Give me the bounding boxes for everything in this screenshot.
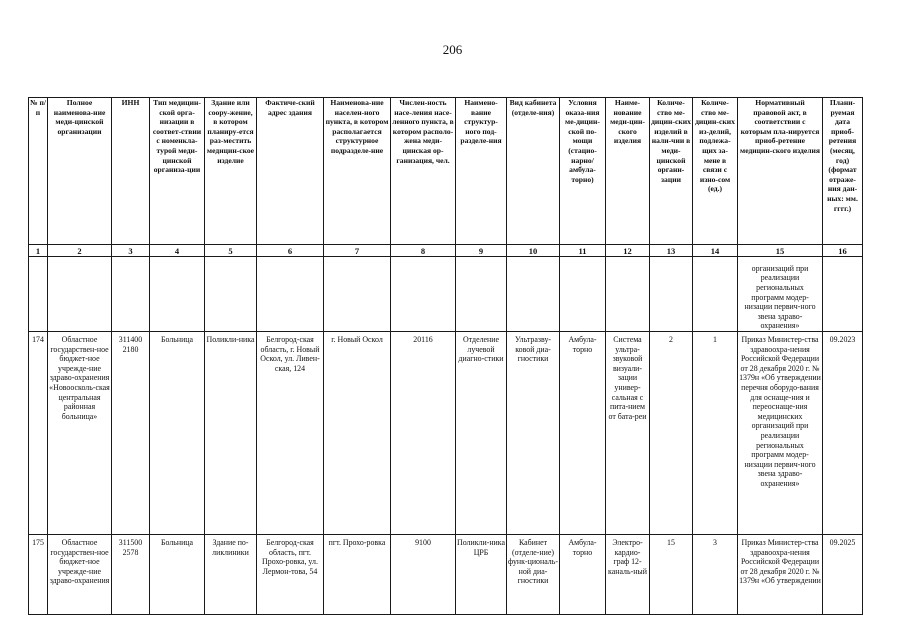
row-number-cell: 174 [29, 332, 48, 535]
unit-cell: Поликли-ника ЦРБ [456, 535, 507, 615]
column-number: 5 [205, 245, 257, 257]
column-number: 1 [29, 245, 48, 257]
column-number: 11 [560, 245, 606, 257]
column-number: 16 [823, 245, 863, 257]
column-number: 6 [257, 245, 324, 257]
row-number-cell: 175 [29, 535, 48, 615]
care-conditions-cell: Амбула-торно [560, 535, 606, 615]
col-header: Условия оказа-ния ме-дицин-ской по-мощи (стацио-нарно/ амбула-торно) [560, 98, 606, 245]
inn-cell: 311400 2180 [112, 332, 150, 535]
column-number: 3 [112, 245, 150, 257]
organization-cell: Областное государствен-ное бюджет-ное учрежде-ние здраво-охранения [48, 535, 112, 615]
population-cell: 20116 [391, 332, 456, 535]
col-header: Числен-ность насе-ления насе-ленного пункта, в котором располо-жена меди-цинская ор-ганизация, чел. [391, 98, 456, 245]
care-conditions-cell: Амбула-торно [560, 332, 606, 535]
regulatory-act-cell: Приказ Министер-ства здравоохра-нения Российской Федерации от 28 декабря 2020 г. № 1379н «Об утверждении перечня оборудо-вания для оснаще-ния и переоснаще-ния медицинских организаций при реализации региональных программ модер-низации первич-ного звена здраво-охранения» [738, 332, 823, 535]
replace-count-cell: 1 [693, 332, 738, 535]
settlement-cell: пгт. Прохо-ровка [324, 535, 391, 615]
device-cell: Система ультра-звуковой визуали-зации универ-сальная с пита-нием от бата-реи [606, 332, 650, 535]
column-number: 2 [48, 245, 112, 257]
available-count-cell: 15 [650, 535, 693, 615]
col-header: Фактиче-ский адрес здания [257, 98, 324, 245]
address-cell: Белгород-ская область, пгт. Прохо-ровка, ул. Лермон-това, 54 [257, 535, 324, 615]
column-number: 12 [606, 245, 650, 257]
column-number: 8 [391, 245, 456, 257]
device-cell: Электро-кардио-граф 12-каналь-ный [606, 535, 650, 615]
regulatory-act-cell: Приказ Министер-ства здравоохра-нения Российской Федерации от 28 декабря 2020 г. № 1379н «Об утверждении [738, 535, 823, 615]
address-cell: Белгород-ская область, г. Новый Оскол, ул. Ливен-ская, 124 [257, 332, 324, 535]
purchase-date-cell: 09.2025 [823, 535, 863, 615]
cabinet-cell: Ультразву-ковой диа-гностики [507, 332, 560, 535]
column-number: 4 [150, 245, 205, 257]
col-header: Полное наименова-ние меди-цинской организации [48, 98, 112, 245]
col-header: Наименова-ние населен-ного пункта, в котором располагается структурное подразделе-ние [324, 98, 391, 245]
column-number-row [29, 245, 863, 257]
org-type-cell: Больница [150, 332, 205, 535]
table-row [29, 332, 863, 535]
column-number: 13 [650, 245, 693, 257]
medical-equipment-table [28, 97, 863, 615]
continuation-row [29, 257, 863, 332]
column-number: 9 [456, 245, 507, 257]
col-header: Наиме-нование меди-цин-ского изделия [606, 98, 650, 245]
col-header: Количе-ство ме-дицин-ских из-делий, подлежа-щих за-мене в связи с изно-сом (ед.) [693, 98, 738, 245]
available-count-cell: 2 [650, 332, 693, 535]
settlement-cell: г. Новый Оскол [324, 332, 391, 535]
regulatory-act-cell: организаций при реализации региональных программ модер-низации первич-ного звена здраво-охранения» [738, 257, 823, 332]
column-number: 7 [324, 245, 391, 257]
population-cell: 9100 [391, 535, 456, 615]
col-header: № п/п [29, 98, 48, 245]
replace-count-cell: 3 [693, 535, 738, 615]
inn-cell: 311500 2578 [112, 535, 150, 615]
page-number: 206 [442, 42, 463, 57]
col-header: Количе-ство ме-дицин-ских изделий в нали-чии в меди-цинской органи-зации [650, 98, 693, 245]
unit-cell: Отделение лучевой диагно-стики [456, 332, 507, 535]
org-type-cell: Больница [150, 535, 205, 615]
column-number: 15 [738, 245, 823, 257]
col-header: Здание или соору-жение, в котором планиру-ется раз-местить медицин-ское изделие [205, 98, 257, 245]
column-number: 14 [693, 245, 738, 257]
table-row [29, 535, 863, 615]
building-cell: Поликли-ника [205, 332, 257, 535]
purchase-date-cell: 09.2023 [823, 332, 863, 535]
organization-cell: Областное государствен-ное бюджет-ное учрежде-ние здраво-охранения «Новоосколь-ская центральная районная больница» [48, 332, 112, 535]
col-header: Тип медицин-ской орга-низации в соответ-ствии с номенкла-турой меди-цинской организа-ции [150, 98, 205, 245]
column-number: 10 [507, 245, 560, 257]
cabinet-cell: Кабинет (отделе-ние) функ-циональ-ной диа-гностики [507, 535, 560, 615]
col-header: Плани-руемая дата приоб-ретения (месяц, год) (формат отраже-ния дан-ных: мм. гггг.) [823, 98, 863, 245]
col-header: Вид кабинета (отделе-ния) [507, 98, 560, 245]
col-header: Наимено-вание структур-ного под-разделе-ния [456, 98, 507, 245]
col-header: Нормативный правовой акт, в соответствии с которым пла-нируется приоб-ретение медицин-ского изделия [738, 98, 823, 245]
building-cell: Здание по-ликлиники [205, 535, 257, 615]
header-row [29, 98, 863, 245]
col-header: ИНН [112, 98, 150, 245]
